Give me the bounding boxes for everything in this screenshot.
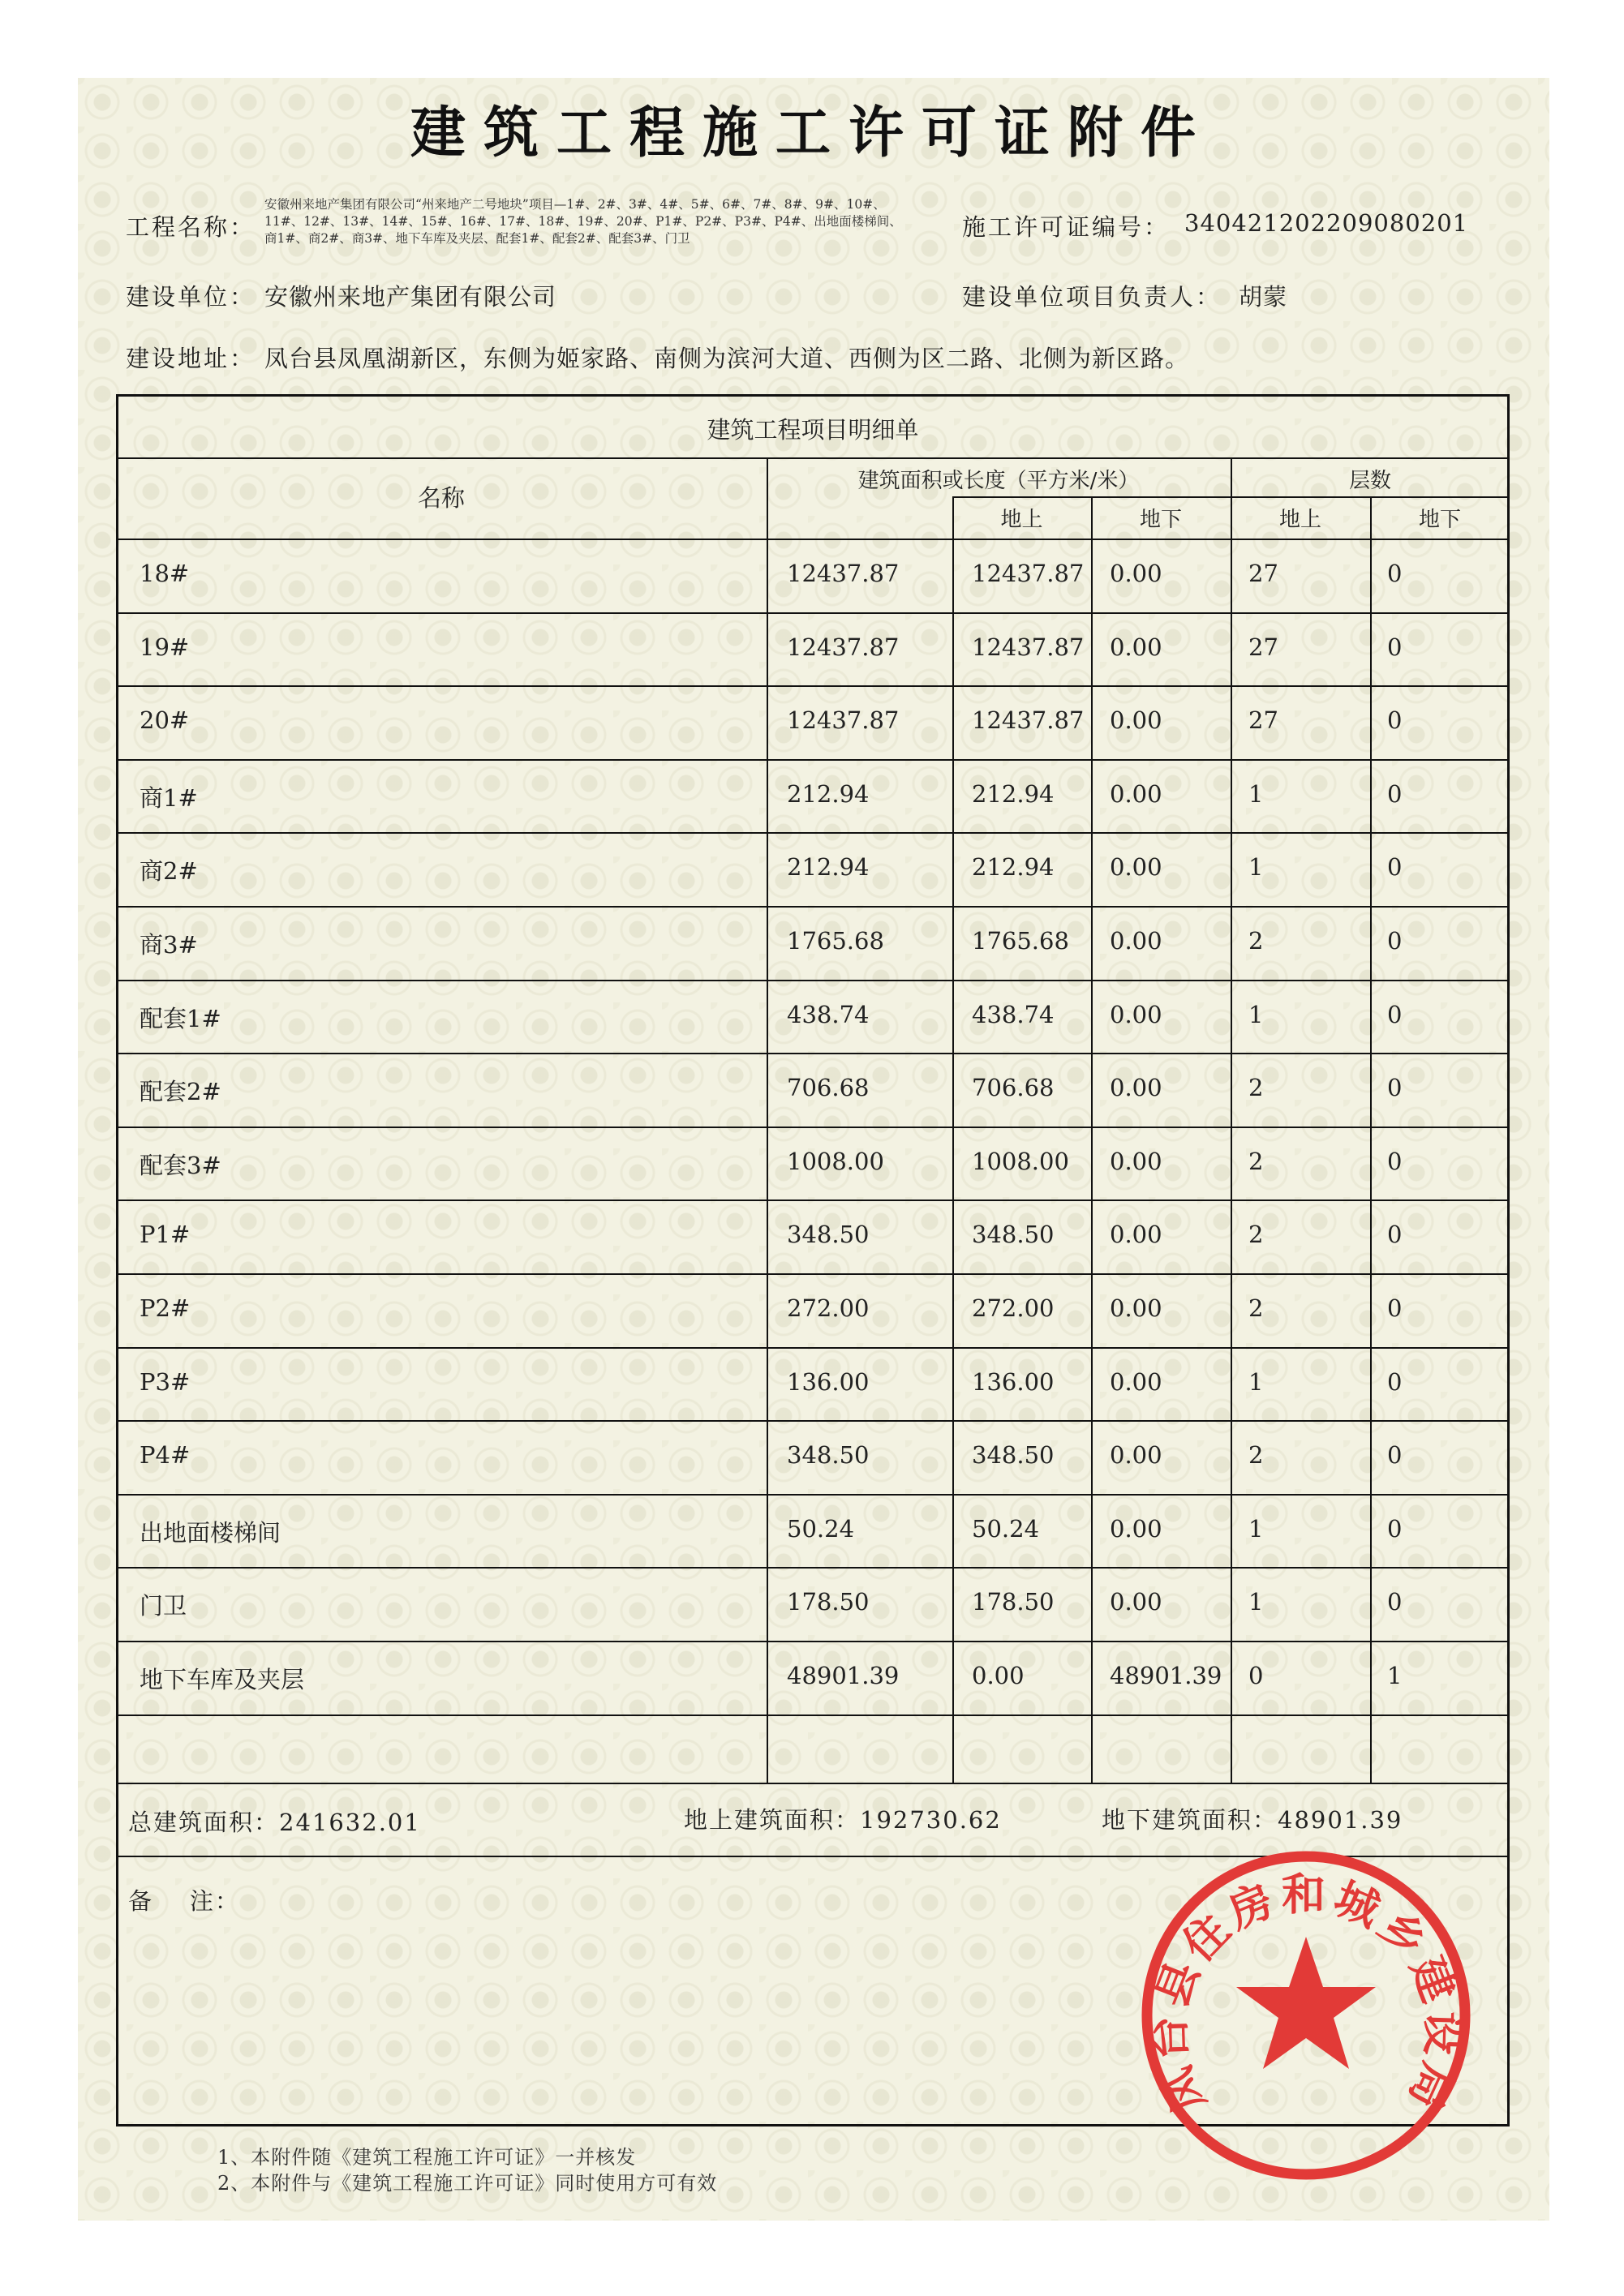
cell-above: 272.00 [972,1294,1055,1322]
cell-total: 12437.87 [787,560,900,587]
cell-above: 212.94 [972,853,1055,882]
cell-above: 706.68 [972,1074,1055,1102]
cell-total: 272.00 [787,1294,870,1322]
cell-below: 0.00 [1110,1000,1162,1028]
row-divider [116,980,1510,981]
row-divider [116,1199,1510,1201]
cell-fb: 0 [1387,853,1403,882]
cell-fa: 2 [1248,1147,1264,1175]
cell-fb: 0 [1387,633,1403,661]
official-seal-stamp [1132,1841,1480,2190]
row-divider [116,1494,1510,1496]
cell-below: 0.00 [1110,927,1162,955]
cell-below: 0.00 [1110,706,1162,735]
star-icon [1236,1937,1376,2069]
cell-below: 0.00 [1110,560,1162,587]
cell-name: P2# [140,1294,191,1322]
cell-above: 178.50 [972,1588,1055,1616]
row-divider [116,1347,1510,1349]
cell-name: P1# [140,1221,191,1249]
cell-fa: 2 [1248,1074,1264,1102]
subheader-divider [952,496,1510,498]
cell-fb: 0 [1387,1588,1403,1616]
cell-below: 0.00 [1110,1294,1162,1322]
cell-above: 12437.87 [972,633,1085,661]
above-ground-area: 地上建筑面积：192730.62 [684,1806,1002,1834]
address-label: 建设地址： [126,345,256,372]
cell-name: 配套3# [140,1151,221,1179]
project-leader-label: 建设单位项目负责人： [962,283,1222,311]
cell-above: 1765.68 [972,927,1069,955]
subheader-floors-below: 地下 [1418,508,1461,532]
remarks-label: 备 注： [128,1887,240,1915]
footnote-2: 2、本附件与《建筑工程施工许可证》同时使用方可有效 [217,2172,718,2195]
cell-name: 18# [140,560,190,587]
row-divider [116,832,1510,834]
cell-fb: 1 [1387,1662,1403,1689]
cell-total: 136.00 [787,1367,870,1396]
cell-total: 706.68 [787,1074,870,1102]
cell-name: P4# [140,1441,191,1470]
cell-below: 0.00 [1110,779,1162,808]
cell-fa: 1 [1248,1588,1264,1616]
column-header-floors: 层数 [1348,469,1391,493]
table-caption: 建筑工程项目明细单 [707,416,919,444]
column-divider [1091,496,1093,1783]
row-divider [116,1273,1510,1275]
cell-total: 12437.87 [787,706,900,735]
cell-fa: 27 [1248,633,1278,661]
cell-name: 19# [140,633,190,661]
cell-name: 商2# [140,857,198,886]
column-divider [1370,496,1372,1783]
below-ground-area: 地下建筑面积：48901.39 [1102,1806,1403,1834]
row-divider [116,685,1510,687]
column-header-area: 建筑面积或长度（平方米/米） [857,469,1140,493]
cell-above: 438.74 [972,1000,1055,1028]
cell-fa: 2 [1248,1441,1264,1470]
column-divider [952,496,954,1783]
footnote-1: 1、本附件随《建筑工程施工许可证》一并核发 [217,2146,637,2169]
cell-below: 0.00 [1110,853,1162,882]
document-title: 建筑工程施工许可证附件 [410,101,1214,165]
cell-fb: 0 [1387,1441,1403,1470]
cell-total: 212.94 [787,853,870,882]
column-divider [1231,457,1232,1783]
cell-fa: 2 [1248,1221,1264,1249]
cell-fb: 0 [1387,1514,1403,1543]
cell-fb: 0 [1387,1074,1403,1102]
cell-total: 1765.68 [787,927,884,955]
row-divider [116,612,1510,614]
cell-fa: 1 [1248,1367,1264,1396]
builder-value: 安徽州来地产集团有限公司 [264,283,557,311]
cell-fb: 0 [1387,779,1403,808]
cell-fb: 0 [1387,1367,1403,1396]
cell-total: 1008.00 [787,1147,884,1175]
row-divider [116,539,1510,540]
cell-fa: 2 [1248,927,1264,955]
cell-name: 出地面楼梯间 [140,1518,281,1547]
cell-above: 1008.00 [972,1147,1069,1175]
cell-fa: 0 [1248,1662,1264,1689]
cell-fb: 0 [1387,927,1403,955]
cell-above: 348.50 [972,1221,1055,1249]
cell-name: 门卫 [140,1592,187,1620]
cell-above: 136.00 [972,1367,1055,1396]
cell-total: 12437.87 [787,633,900,661]
cell-name: P3# [140,1367,191,1396]
cell-below: 0.00 [1110,1514,1162,1543]
subheader-floors-above: 地上 [1278,508,1321,532]
cell-above: 50.24 [972,1514,1040,1543]
row-divider [116,1641,1510,1642]
cell-below: 48901.39 [1110,1662,1222,1689]
cell-fb: 0 [1387,1221,1403,1249]
permit-number-label: 施工许可证编号： [962,213,1171,241]
cell-above: 0.00 [972,1662,1025,1689]
cell-below: 0.00 [1110,1441,1162,1470]
cell-total: 348.50 [787,1441,870,1470]
project-name-label: 工程名称： [126,213,256,241]
column-divider [767,457,768,1783]
project-name-value: 安徽州来地产集团有限公司“州来地产二号地块”项目—1#、2#、3#、4#、5#、6#、7#、8#、9#、10#、11#、12#、13#、14#、15#、16#、17#、18#、19#、20#、P1#、P2#、P3#、P4#、出地面楼梯间、商1#、商2#、商3#、地下车库及夹层、配套1#、配套2#、配套3#、门卫 [264,197,902,246]
cell-fa: 2 [1248,1294,1264,1322]
cell-total: 348.50 [787,1221,870,1249]
cell-fb: 0 [1387,560,1403,587]
row-divider [116,759,1510,761]
cell-above: 212.94 [972,779,1055,808]
row-divider [116,906,1510,908]
cell-fb: 0 [1387,1000,1403,1028]
cell-name: 商3# [140,931,198,959]
totals-divider [116,1783,1510,1784]
cell-fb: 0 [1387,1147,1403,1175]
cell-total: 178.50 [787,1588,870,1616]
address-value: 凤台县凤凰湖新区，东侧为姬家路、南侧为滨河大道、西侧为区二路、北侧为新区路。 [264,345,1190,372]
cell-below: 0.00 [1110,1367,1162,1396]
subheader-area-below: 地下 [1139,508,1182,532]
cell-above: 12437.87 [972,560,1085,587]
cell-below: 0.00 [1110,633,1162,661]
row-divider [116,1127,1510,1128]
caption-divider [116,457,1510,459]
cell-fa: 1 [1248,779,1264,808]
cell-below: 0.00 [1110,1221,1162,1249]
cell-fa: 1 [1248,1514,1264,1543]
cell-above: 12437.87 [972,706,1085,735]
cell-name: 商1# [140,783,198,812]
row-divider [116,1053,1510,1054]
cell-total: 48901.39 [787,1662,900,1689]
row-divider [116,1714,1510,1716]
cell-total: 438.74 [787,1000,870,1028]
cell-below: 0.00 [1110,1074,1162,1102]
total-area: 总建筑面积：241632.01 [128,1809,421,1836]
cell-name: 配套1# [140,1004,221,1032]
seal-arc-text: 凤台县住房和城乡建设局 [1143,1869,1469,2122]
project-leader-value: 胡蒙 [1239,283,1288,311]
cell-fa: 1 [1248,853,1264,882]
cell-fb: 0 [1387,706,1403,735]
cell-name: 地下车库及夹层 [140,1666,305,1693]
row-divider [116,1567,1510,1569]
cell-name: 配套2# [140,1078,221,1106]
cell-below: 0.00 [1110,1147,1162,1175]
cell-above: 348.50 [972,1441,1055,1470]
cell-total: 212.94 [787,779,870,808]
subheader-area-above: 地上 [1000,508,1043,532]
cell-fa: 1 [1248,1000,1264,1028]
row-divider [116,1420,1510,1422]
cell-below: 0.00 [1110,1588,1162,1616]
column-header-name: 名称 [417,484,465,512]
cell-fb: 0 [1387,1294,1403,1322]
cell-fa: 27 [1248,560,1278,587]
builder-label: 建设单位： [126,283,256,311]
cell-name: 20# [140,706,190,735]
cell-total: 50.24 [787,1514,855,1543]
permit-number: 340421202209080201 [1184,209,1469,237]
cell-fa: 27 [1248,706,1278,735]
